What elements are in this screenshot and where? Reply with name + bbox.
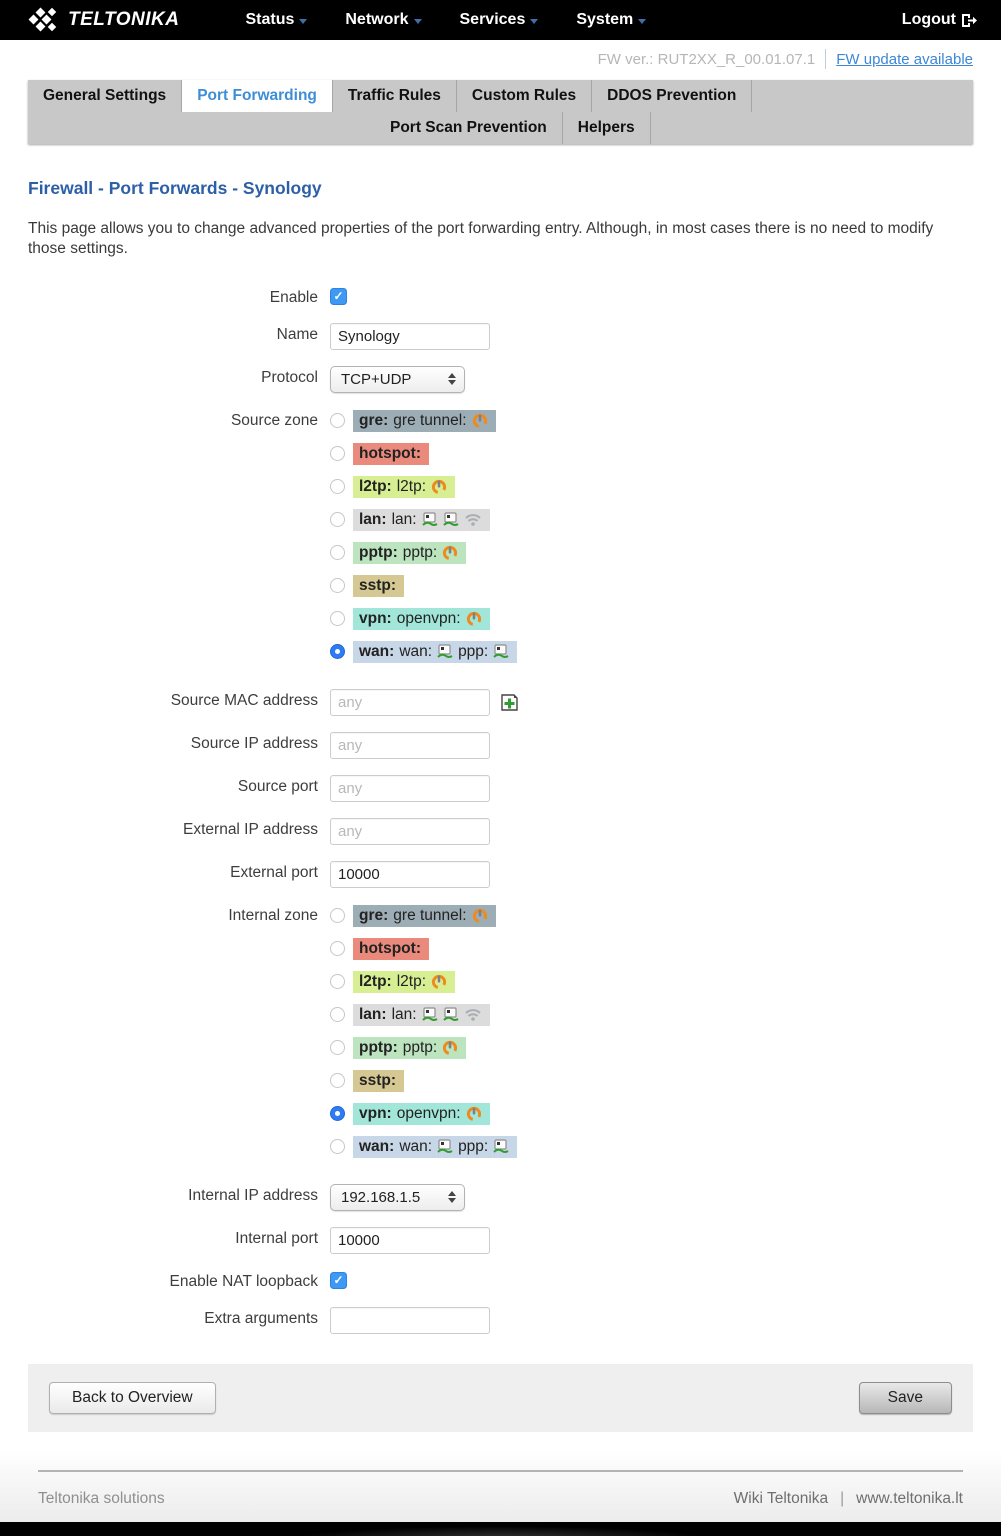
teltonika-site-link[interactable]: www.teltonika.lt [856,1489,963,1507]
zone-label-hotspot [353,938,429,960]
internal-port-input[interactable] [330,1227,490,1254]
enable-label: Enable [269,288,318,306]
zone-label-pptp [353,1037,466,1059]
zone-name: sstp: [359,1071,397,1089]
zone-label-l2tp [353,971,455,993]
logout-icon [960,12,977,29]
openvpn-icon [466,1106,482,1122]
zone-label-l2tp [353,476,455,498]
action-bar [28,1364,973,1432]
source-zone-option-gre [330,409,517,433]
row-nat-loopback [28,1270,973,1291]
zone-name: l2tp: [359,972,392,990]
internal-zone-radio-lan[interactable] [330,1007,345,1022]
zone-label-hotspot [353,443,429,465]
source-zone-option-sstp [330,574,517,598]
row-internal-zone [28,904,973,1168]
source-mac-label: Source MAC address [170,691,318,709]
zone-name: pptp: [359,1038,398,1056]
zone-name: pptp: [359,543,398,561]
zone-label-lan [353,1004,490,1026]
teltonika-logo-icon [28,7,62,33]
source-ip-label: Source IP address [190,734,318,752]
zone-label-sstp [353,575,404,597]
zone-network-name: openvpn: [396,1104,461,1122]
internal-zone-option-hotspot [330,937,517,961]
internal-ip-selected-value: 192.168.1.5 [341,1188,421,1206]
row-name [28,323,973,350]
zone-network-name: l2tp: [396,477,427,495]
pc-icon [493,644,509,659]
bottom-decor-strip [0,1522,1001,1536]
internal-zone-option-lan [330,1003,517,1027]
nat-loopback-label: Enable NAT loopback [169,1272,318,1290]
nav-item-label: Network [345,11,409,28]
source-zone-radio-lan[interactable] [330,512,345,527]
zone-label-vpn [353,1103,490,1125]
pc-icon [422,1007,438,1022]
openvpn-icon [472,413,488,429]
external-ip-label: External IP address [183,820,318,838]
row-enable [28,286,973,307]
brand-name: TELTONIKA [68,9,180,30]
pc-icon [493,1139,509,1154]
zone-name: hotspot: [359,444,421,462]
internal-zone-option-l2tp [330,970,517,994]
protocol-label: Protocol [261,368,318,386]
openvpn-icon [472,908,488,924]
logout-button[interactable] [902,11,977,29]
page-title: Firewall - Port Forwards - Synology [28,178,322,198]
tab-helpers[interactable]: Helpers [563,112,651,144]
nav-item-system[interactable] [576,11,646,29]
logout-label: Logout [901,11,956,28]
zone-label-gre [353,410,496,432]
tab-general-settings[interactable]: General Settings [28,80,182,112]
source-zone-radio-wan[interactable] [330,644,345,659]
source-port-input[interactable] [330,775,490,802]
tab-port-forwarding[interactable]: Port Forwarding [182,80,333,112]
external-ip-input[interactable] [330,818,490,845]
footer-separator: | [840,1489,845,1507]
internal-zone-list [330,904,517,1168]
zone-name: vpn: [359,1104,392,1122]
wiki-teltonika-link[interactable]: Wiki Teltonika [733,1489,829,1507]
zone-name: wan: [359,1137,395,1155]
zone-name: hotspot: [359,939,421,957]
tab-port-scan-prevention[interactable]: Port Scan Prevention [375,112,563,144]
pc-icon [437,644,453,659]
source-ip-input[interactable] [330,732,490,759]
external-port-input[interactable] [330,861,490,888]
tab-row-1 [28,80,973,112]
zone-name: vpn: [359,609,392,627]
tab-traffic-rules[interactable]: Traffic Rules [333,80,457,112]
chevron-down-icon [530,19,538,24]
nav-item-services[interactable] [460,11,539,29]
nav-menu [245,11,646,29]
source-zone-option-l2tp [330,475,517,499]
row-internal-port [28,1227,973,1254]
source-zone-option-vpn [330,607,517,631]
extra-arguments-input[interactable] [330,1307,490,1334]
internal-zone-option-pptp [330,1036,517,1060]
nat-loopback-checkbox[interactable]: ✓ [330,1272,347,1289]
enable-checkbox[interactable]: ✓ [330,288,347,305]
firmware-bar [0,40,1001,78]
internal-ip-select[interactable] [330,1184,465,1211]
pc-icon [437,1139,453,1154]
fw-divider [825,49,826,69]
nav-item-network[interactable] [345,11,421,29]
row-extra-arguments [28,1307,973,1334]
internal-zone-radio-sstp[interactable] [330,1073,345,1088]
name-label: Name [276,325,318,343]
zone-network-name: pptp: [402,543,438,561]
top-navbar [0,0,1001,40]
zone-network-name: pptp: [402,1038,438,1056]
nav-item-label: Services [459,11,526,28]
wifi-icon [464,1007,482,1022]
nav-item-status[interactable] [245,11,307,29]
source-zone-option-hotspot [330,442,517,466]
internal-zone-radio-pptp[interactable] [330,1040,345,1055]
source-zone-radio-hotspot[interactable] [330,446,345,461]
source-zone-option-wan [330,640,517,664]
external-port-label: External port [230,863,318,881]
zone-label-lan [353,509,490,531]
tab-custom-rules[interactable]: Custom Rules [457,80,592,112]
internal-zone-radio-l2tp[interactable] [330,974,345,989]
name-input[interactable] [330,323,490,350]
pc-icon [422,512,438,527]
zone-network-name: lan: [391,1005,417,1023]
protocol-select[interactable] [330,366,465,393]
chevron-down-icon [299,19,307,24]
zone-network-name: lan: [391,510,417,528]
source-zone-radio-gre[interactable] [330,413,345,428]
row-source-mac [28,689,973,716]
nav-item-label: Status [245,11,295,28]
zone-name: lan: [359,510,387,528]
source-zone-radio-vpn[interactable] [330,611,345,626]
row-source-port [28,775,973,802]
openvpn-icon [431,479,447,495]
nav-item-label: System [576,11,634,28]
fw-version-text: FW ver.: RUT2XX_R_00.01.07.1 [597,50,816,68]
source-port-label: Source port [237,777,318,795]
zone-network-name: wan: [399,642,433,660]
select-arrows-icon [448,1191,456,1203]
internal-ip-label: Internal IP address [188,1186,318,1204]
main-content [0,144,1001,1334]
save-button[interactable]: Save [859,1382,952,1414]
internal-zone-option-sstp [330,1069,517,1093]
protocol-selected-value: TCP+UDP [341,370,412,388]
add-entry-icon[interactable] [500,693,519,712]
zone-network-name: openvpn: [396,609,461,627]
zone-label-wan [353,641,517,663]
internal-port-label: Internal port [235,1229,318,1247]
row-protocol [28,366,973,393]
source-zone-list [330,409,517,673]
internal-zone-label: Internal zone [228,906,318,924]
footer-company-text: Teltonika solutions [38,1489,165,1507]
zone-name: wan: [359,642,395,660]
openvpn-icon [442,1040,458,1056]
zone-name: gre: [359,411,389,429]
chevron-down-icon [638,19,646,24]
zone-name: lan: [359,1005,387,1023]
tab-ddos-prevention[interactable]: DDOS Prevention [592,80,752,112]
zone-label-vpn [353,608,490,630]
back-to-overview-button[interactable]: Back to Overview [49,1382,216,1414]
tab-row-2 [28,112,973,144]
internal-zone-option-vpn [330,1102,517,1126]
zone-label-pptp [353,542,466,564]
zone-network-name: wan: [399,1137,433,1155]
firewall-tabs [28,80,973,144]
zone-network-name: gre tunnel: [393,906,467,924]
row-external-port [28,861,973,888]
zone-label-wan [353,1136,517,1158]
row-source-zone [28,409,973,673]
wifi-icon [464,512,482,527]
pc-icon [443,1007,459,1022]
zone-name: sstp: [359,576,397,594]
row-source-ip [28,732,973,759]
zone-network-name: ppp: [458,1137,489,1155]
page-footer [0,1450,1001,1522]
fw-update-link[interactable]: FW update available [836,50,973,68]
zone-network-name: gre tunnel: [393,411,467,429]
source-zone-radio-l2tp[interactable] [330,479,345,494]
internal-zone-radio-gre[interactable] [330,908,345,923]
source-zone-radio-sstp[interactable] [330,578,345,593]
zone-name: l2tp: [359,477,392,495]
openvpn-icon [466,611,482,627]
zone-name: gre: [359,906,389,924]
row-internal-ip [28,1184,973,1211]
openvpn-icon [442,545,458,561]
internal-zone-radio-vpn[interactable] [330,1106,345,1121]
select-arrows-icon [448,373,456,385]
zone-network-name: l2tp: [396,972,427,990]
source-zone-option-lan [330,508,517,532]
source-zone-label: Source zone [230,411,318,429]
source-mac-input[interactable] [330,689,490,716]
extra-arguments-label: Extra arguments [204,1309,318,1327]
internal-zone-option-wan [330,1135,517,1159]
teltonika-logo [28,7,179,33]
source-zone-option-pptp [330,541,517,565]
zone-label-gre [353,905,496,927]
zone-network-name: ppp: [458,642,489,660]
page-description: This page allows you to change advanced properties of the port forwarding entry. Although, in most cases there is no need to modify those settings. [28,220,934,258]
internal-zone-option-gre [330,904,517,928]
internal-zone-radio-hotspot[interactable] [330,941,345,956]
pc-icon [443,512,459,527]
row-external-ip [28,818,973,845]
internal-zone-radio-wan[interactable] [330,1139,345,1154]
source-zone-radio-pptp[interactable] [330,545,345,560]
openvpn-icon [431,974,447,990]
chevron-down-icon [414,19,422,24]
zone-label-sstp [353,1070,404,1092]
